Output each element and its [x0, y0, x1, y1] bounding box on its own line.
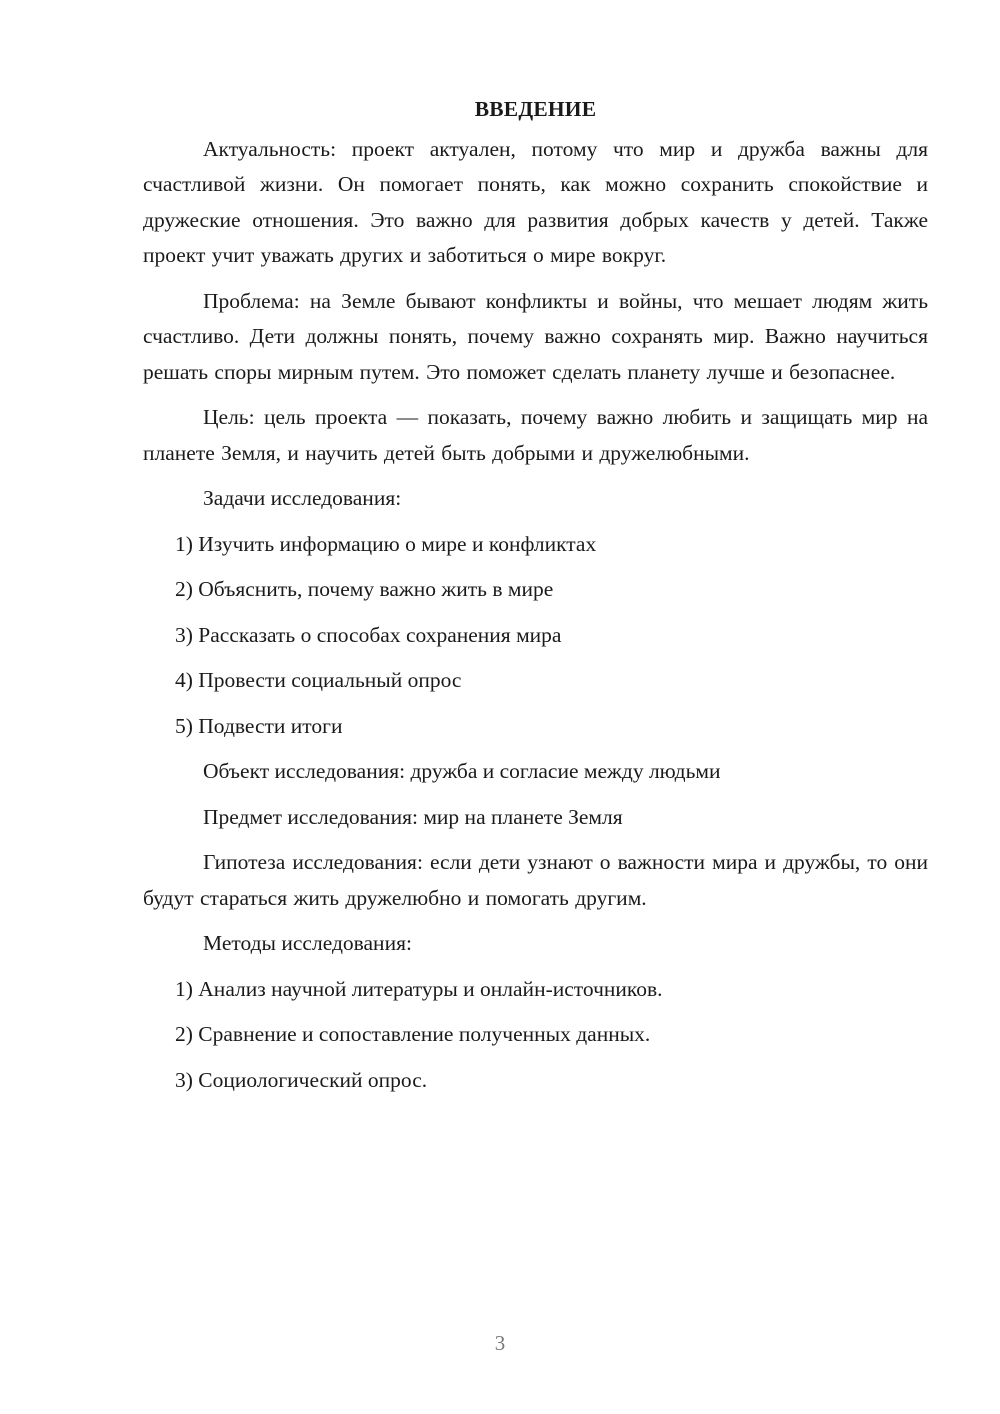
goal-paragraph: Цель: цель проекта — показать, почему важно любить и защищать мир на планете Земля, и научить детей быть добрыми и дружелюбными. — [143, 405, 928, 465]
task-item: 3) Рассказать о способах сохранения мира — [175, 622, 562, 647]
hypothesis-paragraph: Гипотеза исследования: если дети узнают о важности мира и дружбы, то они будут стараться жить дружелюбно и помогать другим. — [143, 850, 928, 910]
task-item: 1) Изучить информацию о мире и конфликтах — [175, 531, 597, 556]
tasks-heading: Задачи исследования: — [203, 486, 402, 510]
method-item: 2) Сравнение и сопоставление полученных данных. — [175, 1022, 651, 1046]
task-item: 5) Подвести итоги — [175, 713, 343, 738]
relevance-paragraph: Актуальность: проект актуален, потому что мир и дружба важны для счастливой жизни. Он помогает понять, как можно сохранить спокойствие и дружеские отношения. Это важно для развития добрых качеств у детей. Также проект учит уважать других и заботиться о мире вокруг. — [143, 136, 928, 267]
method-item: 1) Анализ научной литературы и онлайн-источников. — [175, 976, 663, 1001]
problem-paragraph: Проблема: на Земле бывают конфликты и войны, что мешает людям жить счастливо. Дети должны понять, почему важно сохранять мир. Важно научиться решать споры мирным путем. Это поможет сделать планету лучше и безопаснее. — [143, 288, 928, 384]
method-item: 3) Социологический опрос. — [175, 1067, 428, 1092]
research-object: Объект исследования: дружба и согласие между людьми — [203, 759, 721, 783]
methods-heading: Методы исследования: — [203, 931, 412, 955]
section-title: ВВЕДЕНИЕ — [474, 97, 597, 121]
document-page — [143, 92, 928, 1108]
task-item: 2) Объяснить, почему важно жить в мире — [175, 577, 554, 601]
task-item: 4) Провести социальный опрос — [175, 668, 462, 692]
tasks-list — [143, 527, 928, 745]
research-subject: Предмет исследования: мир на планете Земля — [203, 804, 623, 829]
page-number: 3 — [494, 1331, 506, 1355]
methods-list — [143, 972, 928, 1099]
